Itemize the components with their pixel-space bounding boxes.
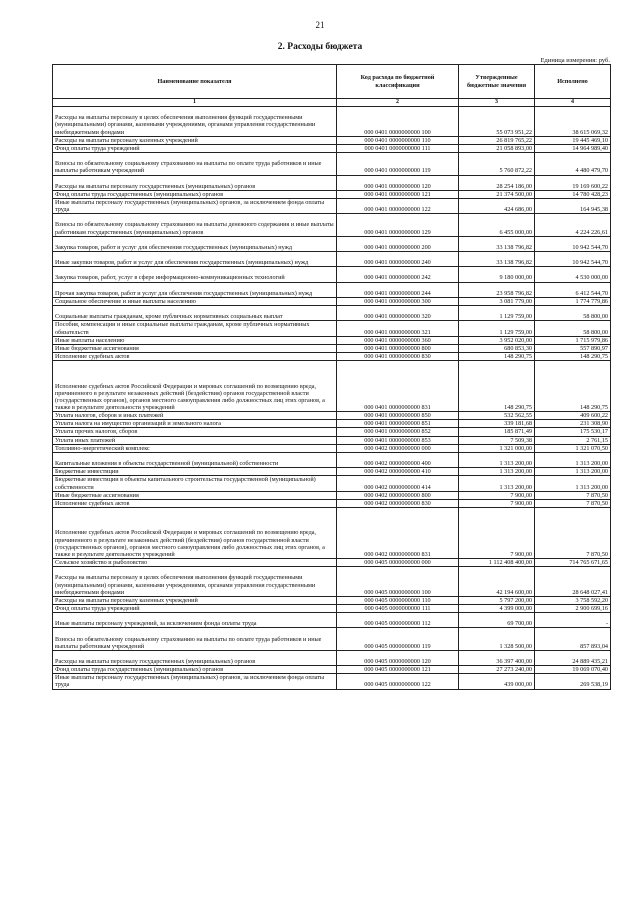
- row-executed: 714 765 671,65: [535, 559, 611, 567]
- table-row: [53, 628, 611, 650]
- row-approved: 1 313 200,00: [459, 468, 535, 476]
- row-code: 000 0402 0000000000 830: [337, 499, 459, 507]
- table-row: [53, 321, 611, 336]
- row-name: Топливно-энергетический комплекс: [53, 444, 337, 452]
- section-title: 2. Расходы бюджета: [277, 42, 363, 52]
- page-number: 21: [315, 20, 325, 30]
- table-row: [53, 267, 611, 282]
- row-name: Иные выплаты персоналу государственных (муниципальных) органов, за исключением фонда оплаты труда: [53, 198, 337, 213]
- column-number: 4: [535, 99, 611, 107]
- row-name: Иные выплаты персоналу государственных (муниципальных) органов, за исключением фонда оплаты труда: [53, 674, 337, 689]
- table-row: [53, 420, 611, 428]
- row-approved: 7 900,00: [459, 508, 535, 559]
- row-approved: 1 129 759,00: [459, 321, 535, 336]
- table-row: [53, 236, 611, 251]
- row-approved: 5 760 872,22: [459, 153, 535, 175]
- row-name: Расходы на выплаты персоналу казенных учреждений: [53, 136, 337, 144]
- row-approved: 7 509,38: [459, 436, 535, 444]
- row-executed: 14 964 989,40: [535, 144, 611, 152]
- row-executed: 58 800,00: [535, 321, 611, 336]
- table-row: [53, 444, 611, 452]
- row-name: Иные выплаты персоналу учреждений, за исключением фонда оплаты труда: [53, 613, 337, 628]
- row-code: 000 0405 0000000000 112: [337, 613, 459, 628]
- row-executed: 38 615 069,32: [535, 107, 611, 137]
- row-approved: 680 853,30: [459, 344, 535, 352]
- table-row: [53, 361, 611, 412]
- row-executed: 3 758 592,20: [535, 596, 611, 604]
- row-executed: 6 412 544,70: [535, 282, 611, 297]
- row-executed: 4 480 479,70: [535, 153, 611, 175]
- row-approved: 3 081 779,00: [459, 297, 535, 305]
- row-code: 000 0401 0000000000 120: [337, 175, 459, 190]
- row-approved: 1 328 500,00: [459, 628, 535, 650]
- row-code: 000 0401 0000000000 110: [337, 136, 459, 144]
- row-executed: 1 313 200,00: [535, 468, 611, 476]
- row-executed: 409 600,22: [535, 412, 611, 420]
- row-approved: 36 397 400,00: [459, 650, 535, 665]
- row-executed: 1 321 070,50: [535, 444, 611, 452]
- table-row: [53, 107, 611, 137]
- row-name: Взносы по обязательному социальному страхованию на выплаты по оплате труда работников и иные выплаты работникам учреждений: [53, 628, 337, 650]
- row-name: Исполнение судебных актов: [53, 499, 337, 507]
- table-row: [53, 567, 611, 597]
- row-approved: 185 871,49: [459, 428, 535, 436]
- header-code: Код расхода по бюджетной классификации: [337, 65, 459, 99]
- row-name: Фонд оплаты труда учреждений: [53, 604, 337, 612]
- row-approved: 69 700,00: [459, 613, 535, 628]
- row-executed: 19 069 070,40: [535, 666, 611, 674]
- row-code: 000 0401 0000000000 111: [337, 144, 459, 152]
- row-approved: 5 797 200,00: [459, 596, 535, 604]
- table-row: [53, 282, 611, 297]
- row-executed: 269 538,19: [535, 674, 611, 689]
- row-name: Пособия, компенсации и иные социальные выплаты гражданам, кроме публичных нормативных обязательств: [53, 321, 337, 336]
- column-number: 2: [337, 99, 459, 107]
- row-name: Взносы по обязательному социальному страхованию на выплаты денежного содержания и иные выплаты работникам государственных (муниципальных) органов: [53, 214, 337, 236]
- table-row: [53, 214, 611, 236]
- table-row: [53, 491, 611, 499]
- row-name: Фонд оплаты труда государственных (муниципальных) органов: [53, 666, 337, 674]
- row-code: 000 0401 0000000000 119: [337, 153, 459, 175]
- row-code: 000 0401 0000000000 100: [337, 107, 459, 137]
- row-approved: 148 290,75: [459, 352, 535, 360]
- table-row: [53, 306, 611, 321]
- row-code: 000 0401 0000000000 853: [337, 436, 459, 444]
- row-code: 000 0405 0000000000 100: [337, 567, 459, 597]
- row-approved: 1 112 408 400,00: [459, 559, 535, 567]
- row-name: Прочая закупка товаров, работ и услуг для обеспечения государственных (муниципальных) нужд: [53, 282, 337, 297]
- row-executed: 857 893,04: [535, 628, 611, 650]
- row-code: 000 0401 0000000000 242: [337, 267, 459, 282]
- row-executed: 7 870,50: [535, 499, 611, 507]
- units-label: Единица измерения: руб.: [540, 57, 610, 64]
- row-approved: 439 000,00: [459, 674, 535, 689]
- row-code: 000 0401 0000000000 852: [337, 428, 459, 436]
- table-row: [53, 175, 611, 190]
- row-name: Взносы по обязательному социальному страхованию на выплаты по оплате труда работников и иные выплаты работникам учреждений: [53, 153, 337, 175]
- row-approved: 7 900,00: [459, 499, 535, 507]
- row-approved: 4 399 000,00: [459, 604, 535, 612]
- row-code: 000 0401 0000000000 121: [337, 190, 459, 198]
- table-row: [53, 559, 611, 567]
- row-name: Исполнение судебных актов Российской Федерации и мировых соглашений по возмещению вреда, причиненного в результате незаконных действий (бездействия) органов государственной власти (государственных органов), органов местного самоуправления либо должностных лиц этих органов, а также в результате деятельности учреждений: [53, 508, 337, 559]
- row-executed: 1 313 200,00: [535, 452, 611, 467]
- row-approved: 42 194 600,00: [459, 567, 535, 597]
- row-code: 000 0405 0000000000 122: [337, 674, 459, 689]
- row-approved: 55 073 951,22: [459, 107, 535, 137]
- row-executed: 1 774 779,86: [535, 297, 611, 305]
- row-approved: 26 819 765,22: [459, 136, 535, 144]
- row-approved: 33 138 796,82: [459, 236, 535, 251]
- row-name: Социальное обеспечение и иные выплаты населению: [53, 297, 337, 305]
- row-executed: 24 889 435,21: [535, 650, 611, 665]
- row-executed: 19 445 469,10: [535, 136, 611, 144]
- table-row: [53, 252, 611, 267]
- row-name: Исполнение судебных актов: [53, 352, 337, 360]
- column-number-row: [53, 99, 611, 107]
- table-row: [53, 476, 611, 491]
- row-name: Расходы на выплаты персоналу в целях обеспечения выполнения функций государственными (муниципальными) органами, казенными учреждениями, органами управления государственными внебюджетными фондами: [53, 567, 337, 597]
- column-number: 1: [53, 99, 337, 107]
- table-row: [53, 344, 611, 352]
- row-name: Иные выплаты населению: [53, 336, 337, 344]
- table-row: [53, 428, 611, 436]
- row-executed: 2 761,15: [535, 436, 611, 444]
- row-code: 000 0401 0000000000 200: [337, 236, 459, 251]
- row-approved: 1 313 200,00: [459, 452, 535, 467]
- row-approved: 532 562,55: [459, 412, 535, 420]
- row-code: 000 0402 0000000000 410: [337, 468, 459, 476]
- row-executed: 10 942 544,70: [535, 252, 611, 267]
- row-approved: 1 313 200,00: [459, 476, 535, 491]
- row-name: Расходы на выплаты персоналу в целях обеспечения выполнения функций государственными (муниципальными) органами, казенными учреждениями, органами управления государственными внебюджетными фондами: [53, 107, 337, 137]
- table-row: [53, 190, 611, 198]
- header-approved: Утвержденные бюджетные значения: [459, 65, 535, 99]
- row-name: Расходы на выплаты персоналу государственных (муниципальных) органов: [53, 650, 337, 665]
- row-approved: 28 254 186,00: [459, 175, 535, 190]
- header-row: [53, 65, 611, 99]
- row-code: 000 0401 0000000000 360: [337, 336, 459, 344]
- row-code: 000 0401 0000000000 831: [337, 361, 459, 412]
- table-row: [53, 508, 611, 559]
- row-code: 000 0401 0000000000 244: [337, 282, 459, 297]
- table-row: [53, 666, 611, 674]
- row-executed: 4 530 000,00: [535, 267, 611, 282]
- row-name: Уплата прочих налогов, сборов: [53, 428, 337, 436]
- row-approved: 148 290,75: [459, 361, 535, 412]
- row-name: Уплата налога на имущество организаций и земельного налога: [53, 420, 337, 428]
- row-code: 000 0402 0000000000 800: [337, 491, 459, 499]
- row-code: 000 0401 0000000000 321: [337, 321, 459, 336]
- row-name: Расходы на выплаты персоналу государственных (муниципальных) органов: [53, 175, 337, 190]
- row-code: 000 0405 0000000000 119: [337, 628, 459, 650]
- table-row: [53, 352, 611, 360]
- table-row: [53, 336, 611, 344]
- row-code: 000 0402 0000000000 000: [337, 444, 459, 452]
- column-number: 3: [459, 99, 535, 107]
- row-code: 000 0401 0000000000 240: [337, 252, 459, 267]
- row-code: 000 0405 0000000000 121: [337, 666, 459, 674]
- row-approved: 424 686,00: [459, 198, 535, 213]
- table-row: [53, 144, 611, 152]
- row-executed: 7 870,50: [535, 508, 611, 559]
- row-executed: -: [535, 613, 611, 628]
- row-name: Иные закупки товаров, работ и услуг для обеспечения государственных (муниципальных) нужд: [53, 252, 337, 267]
- row-code: 000 0405 0000000000 111: [337, 604, 459, 612]
- row-executed: 4 224 226,61: [535, 214, 611, 236]
- row-code: 000 0401 0000000000 851: [337, 420, 459, 428]
- row-executed: 28 648 027,41: [535, 567, 611, 597]
- row-name: Уплата налогов, сборов и иных платежей: [53, 412, 337, 420]
- row-executed: 175 530,17: [535, 428, 611, 436]
- row-executed: 10 942 544,70: [535, 236, 611, 251]
- row-executed: 231 308,90: [535, 420, 611, 428]
- row-code: 000 0405 0000000000 120: [337, 650, 459, 665]
- table-row: [53, 499, 611, 507]
- row-name: Уплата иных платежей: [53, 436, 337, 444]
- row-approved: 23 958 796,82: [459, 282, 535, 297]
- row-code: 000 0401 0000000000 850: [337, 412, 459, 420]
- row-approved: 6 455 000,00: [459, 214, 535, 236]
- row-code: 000 0405 0000000000 000: [337, 559, 459, 567]
- row-name: Бюджетные инвестиции: [53, 468, 337, 476]
- row-executed: 1 313 200,00: [535, 476, 611, 491]
- table-row: [53, 468, 611, 476]
- budget-expenses-table: [52, 64, 611, 690]
- row-code: 000 0402 0000000000 831: [337, 508, 459, 559]
- table-row: [53, 613, 611, 628]
- table-row: [53, 674, 611, 689]
- row-executed: 148 290,75: [535, 361, 611, 412]
- header-name: Наименование показателя: [53, 65, 337, 99]
- row-name: Фонд оплаты труда государственных (муниципальных) органов: [53, 190, 337, 198]
- row-approved: 9 180 000,00: [459, 267, 535, 282]
- row-code: 000 0401 0000000000 122: [337, 198, 459, 213]
- row-code: 000 0401 0000000000 830: [337, 352, 459, 360]
- table-row: [53, 297, 611, 305]
- row-executed: 19 169 600,22: [535, 175, 611, 190]
- row-executed: 2 900 699,16: [535, 604, 611, 612]
- table-row: [53, 198, 611, 213]
- row-approved: 1 129 759,00: [459, 306, 535, 321]
- row-name: Исполнение судебных актов Российской Федерации и мировых соглашений по возмещению вреда, причиненного в результате незаконных действий (бездействия) органов государственной власти (государственных органов), органов местного самоуправления либо должностных лиц этих органов, а также в результате деятельности учреждений: [53, 361, 337, 412]
- table-row: [53, 452, 611, 467]
- row-code: 000 0401 0000000000 800: [337, 344, 459, 352]
- table-row: [53, 153, 611, 175]
- table-row: [53, 596, 611, 604]
- row-approved: 7 900,00: [459, 491, 535, 499]
- header-executed: Исполнено: [535, 65, 611, 99]
- row-executed: 557 890,97: [535, 344, 611, 352]
- row-code: 000 0401 0000000000 320: [337, 306, 459, 321]
- row-approved: 339 181,68: [459, 420, 535, 428]
- row-name: Иные бюджетные ассигнования: [53, 344, 337, 352]
- row-executed: 148 290,75: [535, 352, 611, 360]
- row-executed: 7 870,50: [535, 491, 611, 499]
- table-row: [53, 436, 611, 444]
- row-code: 000 0405 0000000000 110: [337, 596, 459, 604]
- row-approved: 21 058 893,00: [459, 144, 535, 152]
- row-approved: 27 273 240,00: [459, 666, 535, 674]
- row-name: Сельское хозяйство и рыболовство: [53, 559, 337, 567]
- row-name: Фонд оплаты труда учреждений: [53, 144, 337, 152]
- row-name: Капитальные вложения в объекты государственной (муниципальной) собственности: [53, 452, 337, 467]
- row-name: Закупка товаров, работ и услуг для обеспечения государственных (муниципальных) нужд: [53, 236, 337, 251]
- row-code: 000 0401 0000000000 129: [337, 214, 459, 236]
- row-executed: 164 945,38: [535, 198, 611, 213]
- row-approved: 3 952 020,00: [459, 336, 535, 344]
- row-executed: 1 715 979,86: [535, 336, 611, 344]
- row-executed: 58 800,00: [535, 306, 611, 321]
- row-name: Расходы на выплаты персоналу казенных учреждений: [53, 596, 337, 604]
- row-code: 000 0401 0000000000 300: [337, 297, 459, 305]
- table-body: [53, 107, 611, 689]
- row-code: 000 0402 0000000000 414: [337, 476, 459, 491]
- row-code: 000 0402 0000000000 400: [337, 452, 459, 467]
- row-approved: 21 374 500,00: [459, 190, 535, 198]
- row-name: Иные бюджетные ассигнования: [53, 491, 337, 499]
- row-name: Социальные выплаты гражданам, кроме публичных нормативных социальных выплат: [53, 306, 337, 321]
- table-row: [53, 604, 611, 612]
- table-row: [53, 650, 611, 665]
- table-row: [53, 136, 611, 144]
- row-name: Закупка товаров, работ, услуг в сфере информационно-коммуникационных технологий: [53, 267, 337, 282]
- table-row: [53, 412, 611, 420]
- row-approved: 1 321 000,00: [459, 444, 535, 452]
- row-name: Бюджетные инвестиции в объекты капитального строительства государственной (муниципальной) собственности: [53, 476, 337, 491]
- row-approved: 33 138 796,82: [459, 252, 535, 267]
- row-executed: 14 780 428,23: [535, 190, 611, 198]
